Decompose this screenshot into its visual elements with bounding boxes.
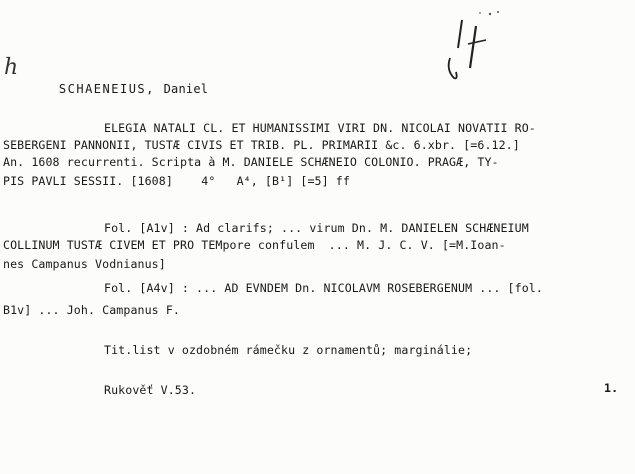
- contents-line: COLLINUM TUSTÆ CIVEM ET PRO TEMpore confulem ... M. J. C. V. [=M.Ioan-: [3, 238, 506, 252]
- title-line: ELEGIA NATALI CL. ET HUMANISSIMI VIRI DN. NICOLAI NOVATII RO-: [104, 121, 536, 135]
- title-line: An. 1608 recurrenti. Scripta à M. DANIELE SCHÆNEIO COLONIO. PRAGÆ, TY-: [3, 155, 499, 169]
- corner-handwritten-mark: h: [4, 55, 19, 80]
- contents-line: nes Campanus Vodnianus]: [3, 257, 166, 271]
- heading-separator: ,: [146, 82, 155, 96]
- title-line: SEBERGENI PANNONII, TUSTÆ CIVIS ET TRIB. PL. PRIMARII &c. 6.xbr. [=6.12.]: [3, 138, 520, 152]
- handwritten-annotation: [420, 8, 520, 88]
- heading-author: SCHAENEIUS: [58, 82, 147, 96]
- card-heading: [24, 65, 208, 113]
- location-reference: Rukověť V.53.: [104, 383, 197, 397]
- card-number: 1.: [604, 381, 619, 395]
- physical-description: Tit.list v ozdobném rámečku z ornamentů; marginálie;: [104, 343, 473, 357]
- contents-line: Fol. [A1v] : Ad clarifs; ... virum Dn. M. DANIELEN SCHÆNEIUM: [104, 221, 529, 235]
- contents-line: Fol. [A4v] : ... AD EVNDEM Dn. NICOLAVM ROSEBERGENUM ... [fol.: [104, 281, 543, 295]
- contents-line: B1v] ... Joh. Campanus F.: [3, 303, 181, 317]
- heading-given-name: Daniel: [163, 82, 209, 96]
- title-line: PIS PAVLI SESSII. [1608] 4° A⁴, [B¹] [=5] ff: [3, 174, 350, 188]
